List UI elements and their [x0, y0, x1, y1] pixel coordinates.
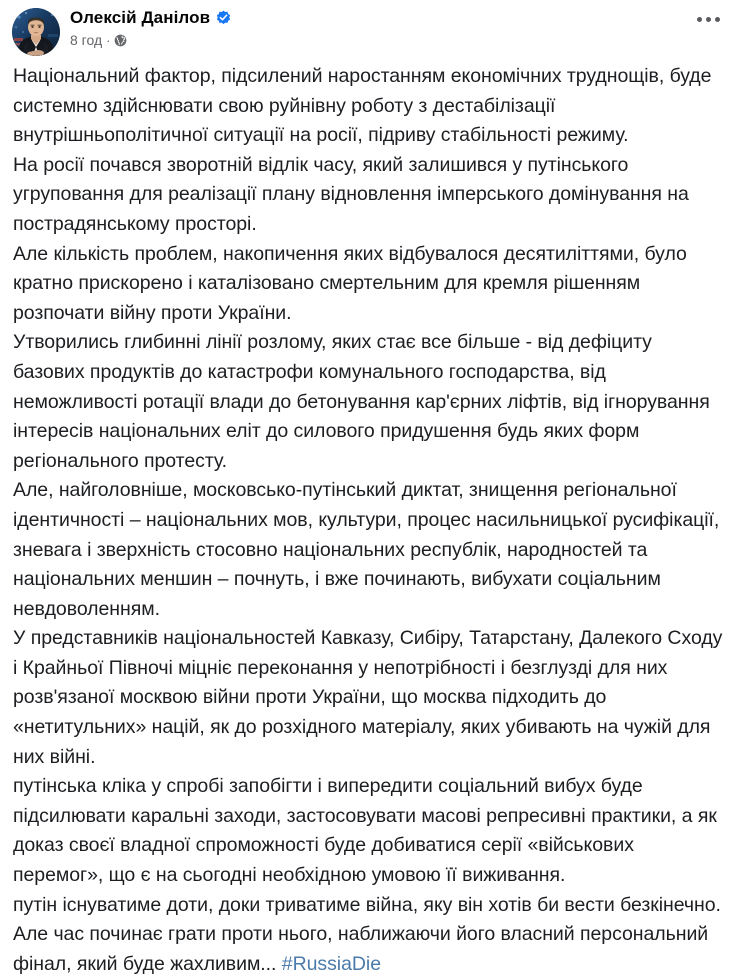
post-timestamp[interactable]: 8 год [70, 32, 103, 48]
post-paragraph: Але кількість проблем, накопичення яких відбувалося десятиліттями, було кратно прискорено і каталізовано смертельним для кремля рішенням розпочати війну проти України. [13, 242, 687, 324]
post-paragraph: У представників національностей Кавказу, Сибіру, Татарстану, Далекого Сходу і Крайньої Півночі міцніє переконання у непотрібності і безглузді для них розв'язаної москвою війни проти України, що москва підходить до «нетитульних» націй, як до розхідного матеріалу, яких убивають на чужій для них війні. [13, 627, 723, 768]
post-paragraph-final [13, 891, 726, 979]
hashtag-link[interactable]: #RussiaDie [281, 952, 381, 975]
avatar[interactable] [12, 8, 60, 56]
author-name-row [70, 9, 231, 26]
post-paragraph: путінська кліка у спробі запобігти і випередити соціальний вибух буде підсилювати каральні заходи, застосовувати масові репресивні практики, а як доказ своєї владної спроможності буде добиватися серії «військових перемог», що є на сьогодні необхідною умовою її виживання. [13, 775, 717, 887]
post-paragraph-text: путін існуватиме доти, доки триватиме війна, яку він хотів би вести безкінечно. Але час починає грати проти нього, наближаючи його власний персональний фінал, який буде жахливим... [13, 893, 721, 975]
more-options-button[interactable] [693, 13, 724, 26]
post-author-block [70, 8, 231, 47]
ellipsis-dot [715, 17, 720, 22]
post-paragraph: Але, найголовніше, московсько-путінський диктат, знищення регіональної ідентичності – національних мов, культури, процес насильницької русифікації, зневага і зверхність стосовно національних республік, народностей та національних меншин – почнуть, і вже починають, вибухати соціальним невдоволенням. [13, 479, 720, 620]
verified-badge-icon [216, 10, 231, 25]
post-paragraph: Національний фактор, підсилений наростанням економічних труднощів, буде системно здійснювати свою руйнівну роботу з дестабілізації внутрішньополітичної ситуації на росії, підриву стабільності режиму. [13, 65, 712, 147]
post-paragraph: Утворились глибинні лінії розлому, яких стає все більше - від дефіциту базових продуктів до катастрофи комунального господарства, від неможливості ротації влади до бетонування кар'єрних ліфтів, від ігнорування інтересів національних еліт до силового придушення будь яких форм регіонального протесту. [13, 331, 710, 472]
ellipsis-dot [706, 17, 711, 22]
meta-separator: · [106, 32, 111, 48]
author-name[interactable]: Олексій Данілов [70, 8, 211, 27]
post-header [0, 0, 740, 52]
ellipsis-dot [697, 17, 702, 22]
post-meta [70, 33, 231, 47]
post-paragraph: На росії почався зворотній відлік часу, який залишився у путінського угруповання для реалізації плану відновлення імперського домінування на пострадянському просторі. [13, 153, 689, 235]
post-body [0, 62, 740, 979]
globe-icon[interactable] [114, 34, 127, 47]
